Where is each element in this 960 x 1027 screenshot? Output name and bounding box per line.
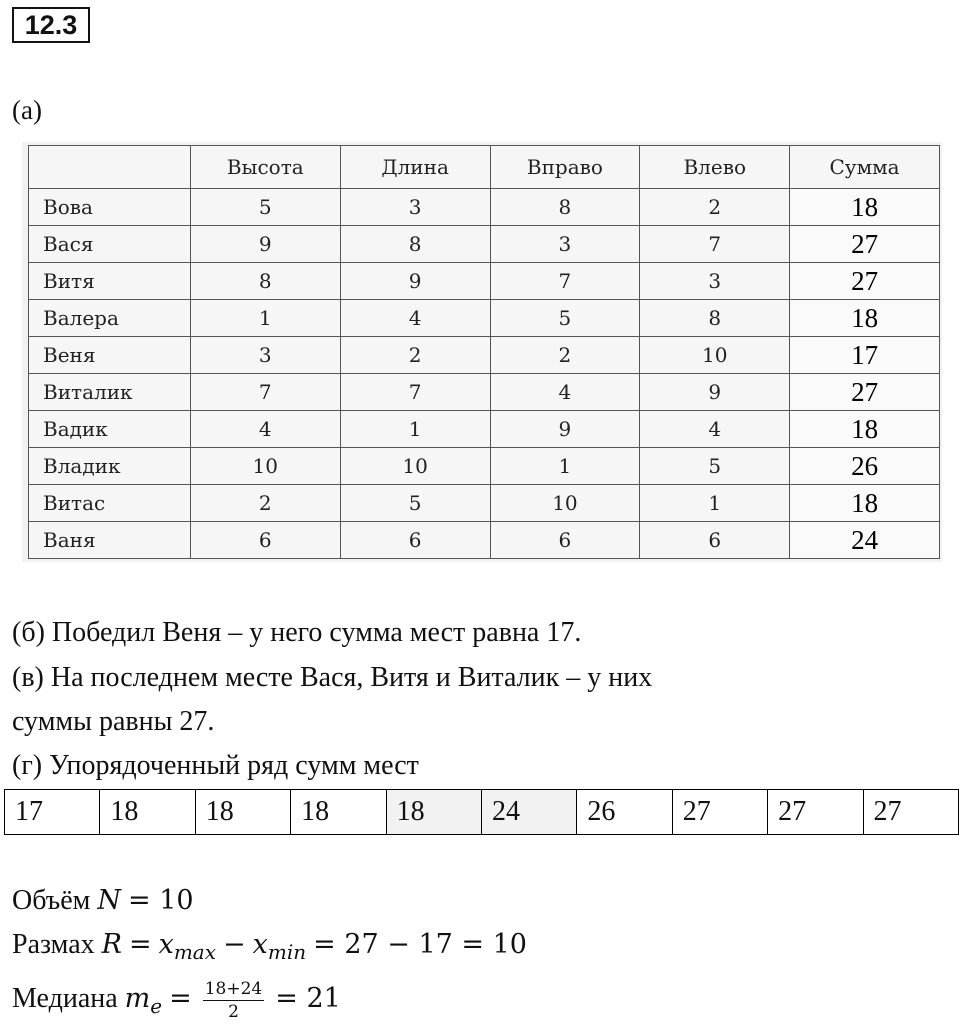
ordered-value-cell: 18	[386, 790, 481, 835]
place-cell: 10	[340, 448, 490, 485]
place-cell: 5	[190, 189, 340, 226]
table-row	[29, 300, 940, 337]
place-cell: 3	[340, 189, 490, 226]
sum-cell: 18	[790, 300, 940, 337]
place-cell: 9	[490, 411, 640, 448]
ordered-value-cell: 26	[577, 790, 672, 835]
sum-cell: 18	[790, 485, 940, 522]
median-numerator: 18+24	[204, 979, 263, 999]
part-a-label: (а)	[12, 95, 42, 125]
student-name-cell: Ваня	[29, 522, 191, 559]
volume-expression: = 10	[128, 885, 194, 916]
student-name-cell: Виталик	[29, 374, 191, 411]
table-row	[29, 411, 940, 448]
median-fraction	[203, 978, 265, 1023]
student-name-cell: Владик	[29, 448, 191, 485]
median-denominator: 2	[228, 1002, 239, 1022]
place-cell: 2	[190, 485, 340, 522]
place-cell: 3	[490, 226, 640, 263]
median-subscript: e	[150, 993, 163, 1018]
header-cell	[29, 146, 191, 189]
place-cell: 9	[340, 263, 490, 300]
place-cell: 2	[640, 189, 790, 226]
student-name-cell: Вова	[29, 189, 191, 226]
place-cell: 8	[640, 300, 790, 337]
answer-v-line2: суммы равны 27.	[12, 706, 215, 737]
range-line: Размах $R = x_{max} - x_{min} = 27 - 17 = 10$	[12, 929, 527, 964]
place-cell: 3	[640, 263, 790, 300]
place-cell: 7	[340, 374, 490, 411]
place-cell: 1	[340, 411, 490, 448]
place-cell: 7	[490, 263, 640, 300]
place-cell: 6	[640, 522, 790, 559]
place-cell: 9	[190, 226, 340, 263]
table-row	[29, 374, 940, 411]
place-cell: 10	[490, 485, 640, 522]
place-cell: 5	[490, 300, 640, 337]
range-x-max: x	[158, 929, 174, 960]
table-row	[29, 448, 940, 485]
range-expression: = 27 − 17 = 10	[313, 929, 527, 960]
header-cell: Длина	[340, 146, 490, 189]
header-cell: Вправо	[490, 146, 640, 189]
place-cell: 1	[190, 300, 340, 337]
header-cell: Влево	[640, 146, 790, 189]
range-label: Размах	[12, 929, 95, 960]
sum-cell: 27	[790, 226, 940, 263]
student-name-cell: Витас	[29, 485, 191, 522]
student-name-cell: Вадик	[29, 411, 191, 448]
range-max-subscript: max	[173, 940, 216, 964]
place-cell: 6	[340, 522, 490, 559]
ordered-value-cell: 17	[5, 790, 100, 835]
header-cell: Сумма	[790, 146, 940, 189]
range-x-min: x	[252, 929, 268, 960]
place-cell: 10	[190, 448, 340, 485]
place-cell: 7	[640, 226, 790, 263]
place-cell: 8	[340, 226, 490, 263]
place-cell: 4	[640, 411, 790, 448]
place-cell: 7	[190, 374, 340, 411]
sum-cell: 26	[790, 448, 940, 485]
table-row	[29, 263, 940, 300]
student-name-cell: Витя	[29, 263, 191, 300]
ordered-value-cell: 18	[291, 790, 386, 835]
sum-cell: 27	[790, 374, 940, 411]
sum-cell: 18	[790, 411, 940, 448]
sum-cell: 27	[790, 263, 940, 300]
student-name-cell: Вася	[29, 226, 191, 263]
table-row	[29, 337, 940, 374]
place-cell: 4	[340, 300, 490, 337]
place-cell: 8	[490, 189, 640, 226]
place-cell: 2	[490, 337, 640, 374]
place-cell: 8	[190, 263, 340, 300]
ordered-value-cell: 27	[768, 790, 863, 835]
table-row	[29, 485, 940, 522]
place-cell: 6	[190, 522, 340, 559]
median-label: Медиана	[12, 982, 118, 1014]
place-cell: 4	[490, 374, 640, 411]
ordered-series-table	[4, 789, 959, 835]
place-cell: 5	[340, 485, 490, 522]
place-cell: 6	[490, 522, 640, 559]
range-min-subscript: min	[267, 940, 307, 964]
problem-number-badge: 12.3	[12, 7, 90, 43]
median-variable: m	[124, 982, 151, 1014]
ordered-value-cell: 18	[195, 790, 290, 835]
place-cell: 1	[490, 448, 640, 485]
volume-variable: N	[97, 885, 122, 916]
volume-line	[12, 885, 194, 917]
place-cell: 9	[640, 374, 790, 411]
ordered-value-cell: 18	[100, 790, 195, 835]
place-cell: 5	[640, 448, 790, 485]
place-cell: 10	[640, 337, 790, 374]
table-header-row	[29, 146, 940, 189]
sum-cell: 24	[790, 522, 940, 559]
ordered-value-cell: 27	[863, 790, 958, 835]
answer-g: (г) Упорядоченный ряд сумм мест	[12, 750, 419, 781]
volume-label: Объём	[12, 885, 91, 916]
student-name-cell: Валера	[29, 300, 191, 337]
median-line: Медиана $m_e$ = $\frac{18+24}{2}$ = 21	[12, 979, 341, 1022]
ordered-series-row	[5, 790, 959, 835]
place-cell: 2	[340, 337, 490, 374]
table-row	[29, 522, 940, 559]
median-result: = 21	[275, 982, 341, 1014]
place-cell: 3	[190, 337, 340, 374]
ordered-value-cell: 24	[481, 790, 576, 835]
ordered-value-cell: 27	[672, 790, 767, 835]
place-cell: 1	[640, 485, 790, 522]
sum-cell: 17	[790, 337, 940, 374]
answer-v-line1: (в) На последнем месте Вася, Витя и Виталик – у них	[12, 662, 653, 693]
table-row	[29, 189, 940, 226]
range-variable: R	[101, 929, 122, 960]
table-row	[29, 226, 940, 263]
answer-b: (б) Победил Веня – у него сумма мест равна 17.	[12, 617, 582, 648]
place-cell: 4	[190, 411, 340, 448]
header-cell: Высота	[190, 146, 340, 189]
scores-table	[28, 145, 940, 559]
sum-cell: 18	[790, 189, 940, 226]
student-name-cell: Веня	[29, 337, 191, 374]
